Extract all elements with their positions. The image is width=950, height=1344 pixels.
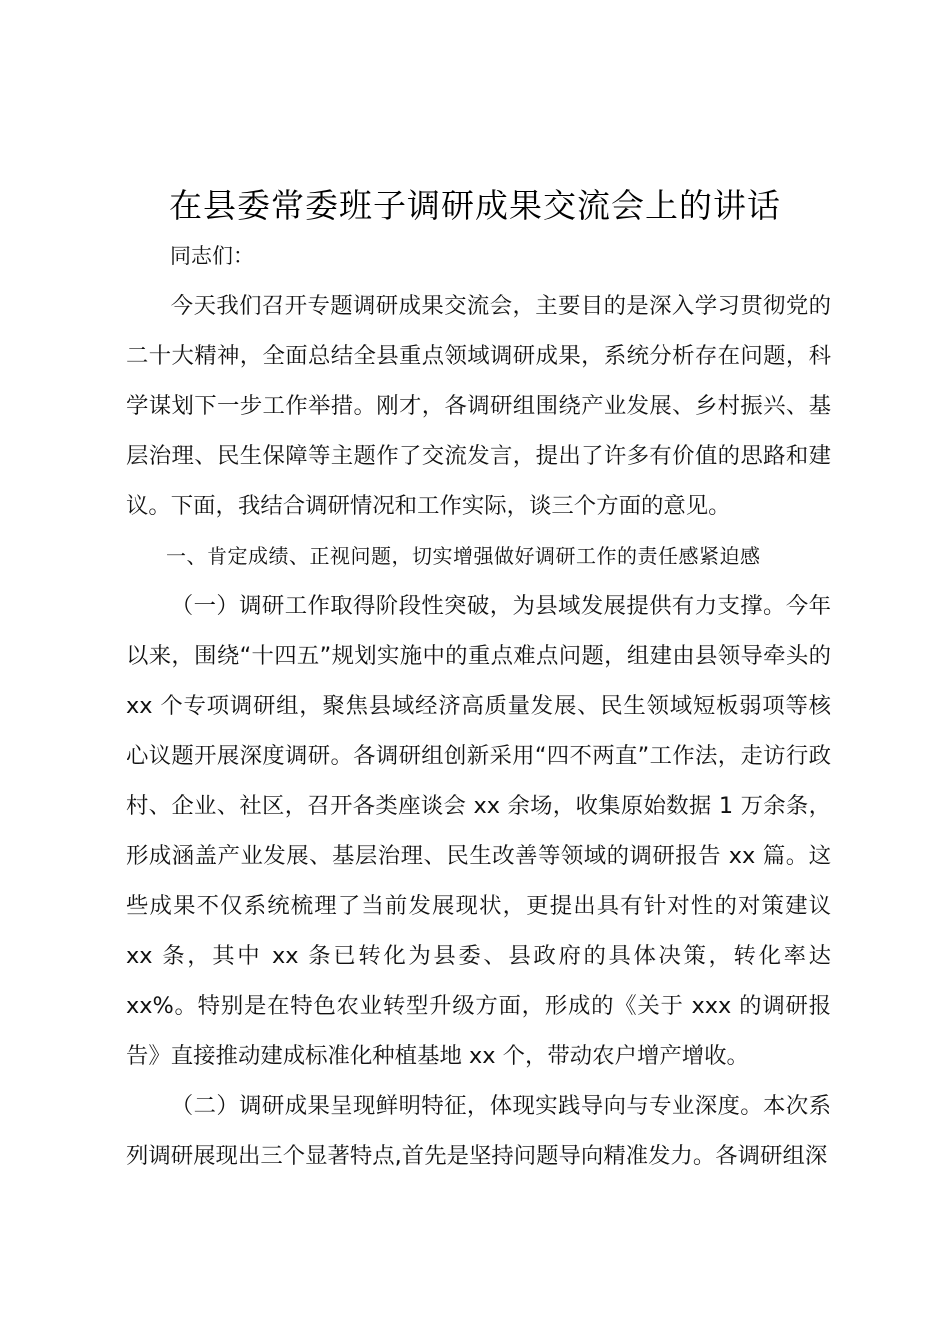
speech-body [126,281,831,1181]
intro-paragraph: 今天我们召开专题调研成果交流会，主要目的是深入学习贯彻党的二十大精神，全面总结全县重点领域调研成果，系统分析存在问题，科学谋划下一步工作举措。刚才，各调研组围绕产业发展、乡村振兴、基层治理、民生保障等主题作了交流发言，提出了许多有价值的思路和建议。下面，我结合调研情况和工作实际，谈三个方面的意见。 [126,293,831,519]
subsection-paragraph-2: （二）调研成果呈现鲜明特征，体现实践导向与专业深度。本次系列调研展现出三个显著特点,首先是坚持问题导向精准发力。各调研组深 [126,1093,831,1169]
greeting: 同志们： [170,244,254,268]
section-heading-1: 一、肯定成绩、正视问题，切实增强做好调研工作的责任感紧迫感 [166,544,761,568]
page-title: 在县委常委班子调研成果交流会上的讲话 [169,186,781,225]
subsection-paragraph-1: （一）调研工作取得阶段性突破，为县域发展提供有力支撑。今年以来，围绕“十四五”规划实施中的重点难点问题，组建由县领导牵头的 xx 个专项调研组，聚焦县域经济高质量发展、民生领域短板弱项等核心议题开展深度调研。各调研组创新采用“四不两直”工作法，走访行政村、企业、社区，召开各类座谈会 xx 余场，收集原始数据 1 万余条，形成涵盖产业发展、基层治理、民生改善等领域的调研报告 xx 篇。这些成果不仅系统梳理了当前发展现状，更提出具有针对性的对策建议 xx 条，其中 xx 条已转化为县委、县政府的具体决策，转化率达 xx%。特别是在特色农业转型升级方面，形成的《关于 xxx 的调研报告》直接推动建成标准化种植基地 xx 个，带动农户增产增收。 [126,593,831,1069]
